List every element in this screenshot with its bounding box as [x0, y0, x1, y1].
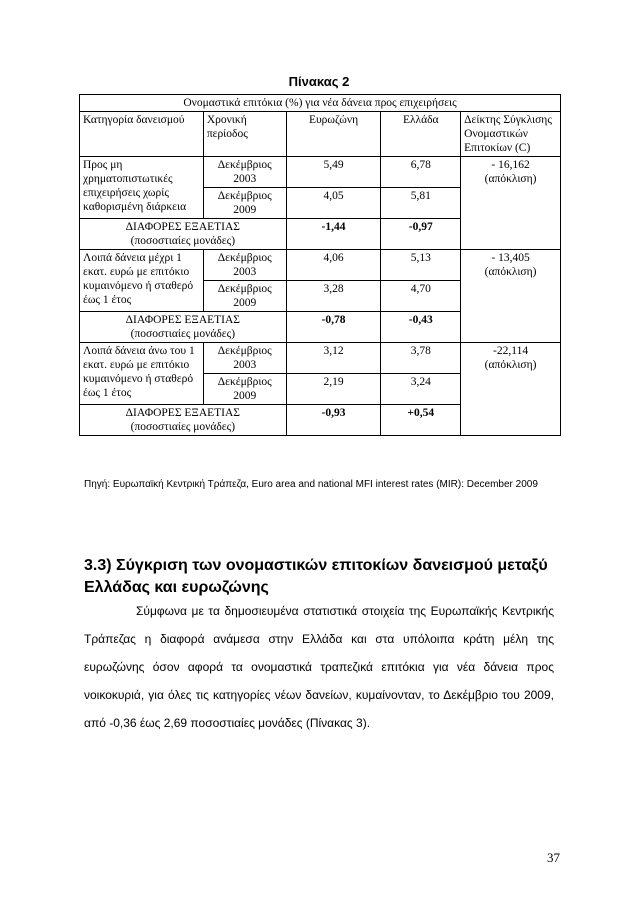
index-cell: [461, 343, 561, 436]
table-row: [80, 343, 561, 374]
eurozone-cell: 2,19: [286, 374, 381, 405]
diff-greece-cell: -0,97: [381, 219, 461, 250]
category-cell: Λοιπά δάνεια μέχρι 1 εκατ. ευρώ με επιτόκιο κυμαινόμενο ή σταθερό έως 1 έτος: [80, 250, 204, 312]
diff-unit: (ποσοστιαίες μονάδες): [130, 235, 236, 247]
diff-eurozone-cell: -1,44: [286, 219, 381, 250]
diff-eurozone-cell: -0,78: [286, 312, 381, 343]
section-heading: 3.3) Σύγκριση των ονομαστικών επιτοκίων δανεισμού μεταξύ Ελλάδας και ευρωζώνης: [84, 557, 548, 596]
index-note: (απόκλιση): [484, 173, 537, 185]
index-cell: [461, 157, 561, 250]
table-row: [80, 250, 561, 281]
eurozone-cell: 3,28: [286, 281, 381, 312]
table-title-row: [80, 95, 561, 112]
period-cell: Δεκέμβριος 2009: [203, 188, 286, 219]
period-cell: Δεκέμβριος 2003: [203, 343, 286, 374]
category-cell: Λοιπά δάνεια άνω του 1 εκατ. ευρώ με επιτόκιο κυμαινόμενο ή σταθερό έως 1 έτος: [80, 343, 204, 405]
period-cell: Δεκέμβριος 2009: [203, 374, 286, 405]
index-note: (απόκλιση): [484, 266, 537, 278]
diff-label: ΔΙΑΦΟΡΕΣ ΕΞΑΕΤΙΑΣ: [125, 314, 241, 326]
diff-unit: (ποσοστιαίες μονάδες): [130, 421, 236, 433]
header-period: Χρονική περίοδος: [203, 112, 286, 157]
greece-cell: 6,78: [381, 157, 461, 188]
category-cell: Προς μη χρηματοπιστωτικές επιχειρήσεις χωρίς καθορισμένη διάρκεια: [80, 157, 204, 219]
diff-greece-cell: +0,54: [381, 405, 461, 436]
eurozone-cell: 4,05: [286, 188, 381, 219]
eurozone-cell: 4,06: [286, 250, 381, 281]
diff-label: ΔΙΑΦΟΡΕΣ ΕΞΑΕΤΙΑΣ: [125, 407, 241, 419]
header-index: Δείκτης Σύγκλισης Ονομαστικών Επιτοκίων (C): [461, 112, 561, 157]
diff-label-cell: [80, 312, 287, 343]
diff-eurozone-cell: -0,93: [286, 405, 381, 436]
table-source-note: Πηγή: Ευρωπαϊκή Κεντρική Τράπεζα, Euro area and national MFI interest rates (MIR): December 2009: [84, 479, 538, 490]
index-note: (απόκλιση): [484, 359, 537, 371]
index-value: - 16,162: [491, 159, 530, 171]
period-cell: Δεκέμβριος 2003: [203, 157, 286, 188]
diff-label: ΔΙΑΦΟΡΕΣ ΕΞΑΕΤΙΑΣ: [125, 221, 241, 233]
period-cell: Δεκέμβριος 2003: [203, 250, 286, 281]
page-number: 37: [547, 850, 560, 865]
table-header-row: [80, 112, 561, 157]
index-value: -22,114: [493, 345, 529, 357]
eurozone-cell: 3,12: [286, 343, 381, 374]
index-cell: [461, 250, 561, 343]
eurozone-cell: 5,49: [286, 157, 381, 188]
header-greece: Ελλάδα: [381, 112, 461, 157]
interest-rates-table: [79, 94, 561, 436]
diff-greece-cell: -0,43: [381, 312, 461, 343]
greece-cell: 4,70: [381, 281, 461, 312]
greece-cell: 3,24: [381, 374, 461, 405]
greece-cell: 5,81: [381, 188, 461, 219]
body-paragraph: Σύμφωνα με τα δημοσιευμένα στατιστικά στοιχεία της Ευρωπαϊκής Κεντρικής Τράπεζας η διαφορά ανάμεσα στην Ελλάδα και στα υπόλοιπα κράτη μέλη της ευρωζώνης όσον αφορά τα ονομαστικά τραπεζικά επιτόκια για νέα δάνεια προς νοικοκυριά, για όλες τις κατηγορίες νέων δανείων, κυμαίνονταν, το Δεκέμβριο του 2009, από -0,36 έως 2,69 ποσοστιαίες μονάδες (Πίνακας 3).: [84, 604, 554, 730]
period-cell: Δεκέμβριος 2009: [203, 281, 286, 312]
index-value: - 13,405: [491, 252, 530, 264]
greece-cell: 3,78: [381, 343, 461, 374]
greece-cell: 5,13: [381, 250, 461, 281]
diff-label-cell: [80, 405, 287, 436]
diff-label-cell: [80, 219, 287, 250]
header-eurozone: Ευρωζώνη: [286, 112, 381, 157]
table-row: [80, 157, 561, 188]
table-title: Ονομαστικά επιτόκια (%) για νέα δάνεια προς επιχειρήσεις: [80, 95, 561, 112]
diff-unit: (ποσοστιαίες μονάδες): [130, 328, 236, 340]
header-category: Κατηγορία δανεισμού: [80, 112, 204, 157]
table-caption: Πίνακας 2: [288, 74, 350, 89]
